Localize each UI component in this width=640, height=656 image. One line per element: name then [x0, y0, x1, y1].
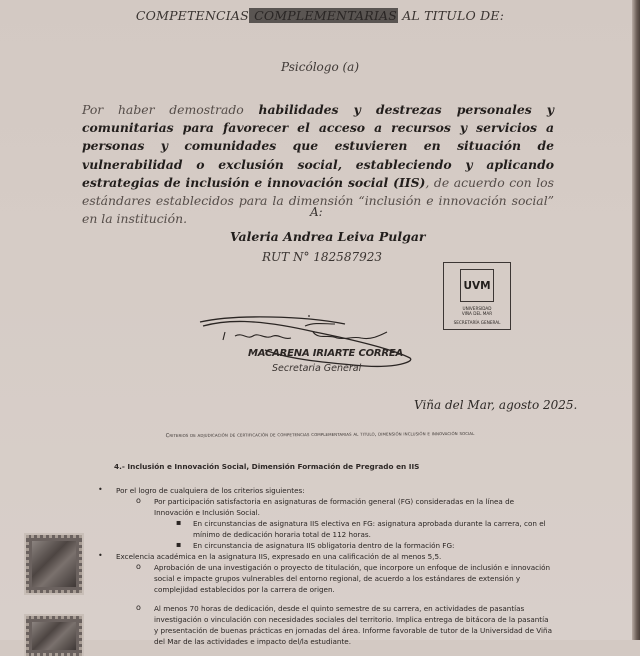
heading-highlighted-text: COMPLEMENTARIAS: [249, 8, 398, 23]
uvm-seal: [443, 262, 511, 330]
signature-icon: [195, 310, 420, 370]
postage-stamp-icon: [26, 616, 82, 656]
certificate-heading: [0, 8, 640, 23]
bullet-marker: •: [98, 485, 103, 494]
seal-line-office: SECRETARÍA GENERAL: [453, 320, 501, 325]
statement-outro: , de acuerdo con los estándares establecidos para la dimensión “inclusión e innovación social” en la institución.: [82, 174, 554, 227]
seal-line-city: VIÑA DEL MAR: [461, 311, 493, 316]
criteria-subitem: Aprobación de una investigación o proyecto de titulación, que incorpore un enfoque de inclusión e innovación social e impacte grupos vulnerables del entorno regional, de acuerdo a los estándares de extensión y complejidad establecidos por la carrera de origen.: [154, 563, 551, 594]
criteria-item: Excelencia académica en la asignatura IIS, expresado en una calificación de al menos 5,5.: [116, 552, 442, 561]
sub-bullet-marker: o: [136, 496, 141, 505]
criteria-title: Criterios de adjudicación de certificación de competencias complementarias al titulo, dimensión inclusión e innovación social: [165, 430, 475, 440]
sub-sub-bullet-marker: ▪: [176, 518, 182, 527]
uvm-logo: UVM: [460, 269, 494, 302]
postage-stamp-icon: [26, 535, 82, 593]
criteria-subsubitem: En circunstancia de asignatura IIS obligatoria dentro de la formación FG:: [193, 541, 455, 550]
statement-intro: Por haber demostrado: [82, 102, 259, 117]
heading-text-end: AL TITULO DE:: [398, 8, 505, 23]
criteria-subitem: Al menos 70 horas de dedicación, desde el quinto semestre de su carrera, en actividades de pasantías investigación o vinculación con necesidades sociales del territorio. Implica entrega de bitácora de la pasantía y presentación de buenas prácticas en jornadas del área. Informe favorable de tutor de la Universidad de Viña del Mar de las actividades e impacto del/la estudiante.: [154, 604, 553, 646]
bullet-marker: •: [98, 551, 103, 560]
criteria-subitem: Por participación satisfactoria en asignaturas de formación general (FG) consideradas en la línea de Innovación e Inclusión Social.: [154, 497, 515, 517]
heading-text: COMPETENCIAS: [135, 8, 249, 23]
statement-bold: habilidades y destrezas personales y comunitarias para favorecer el acceso a recursos y servicios a personas y comunidades que estuvieren en situación de vulnerabilidad o exclusión social, estableciendo y aplicando estrategias de inclusión e innovación social (IIS): [82, 102, 554, 190]
degree-title: Psicólogo (a): [281, 60, 359, 74]
sub-bullet-marker: o: [136, 603, 141, 612]
recipient-name: Valeria Andrea Leiva Pulgar: [230, 229, 426, 244]
section-title: 4.- Inclusión e Innovación Social, Dimensión Formación de Pregrado en IIS: [114, 462, 420, 471]
criteria-subsubitem: En circunstancias de asignatura IIS electiva en FG: asignatura aprobada durante la carrera, con el mínimo de dedicación horaria total de 112 horas.: [193, 519, 546, 539]
place-date: Viña del Mar, agosto 2025.: [414, 398, 578, 412]
page-edge-shadow: [632, 0, 640, 640]
to-label: A:: [310, 205, 323, 219]
recipient-rut: RUT N° 182587923: [262, 250, 382, 264]
signer-name: MACARENA IRIARTE CORREA: [248, 348, 404, 359]
seal-line-university: UNIVERSIDAD: [462, 306, 492, 311]
criteria-item: Por el logro de cualquiera de los criterios siguientes:: [116, 486, 305, 495]
sub-sub-bullet-marker: ▪: [176, 540, 182, 549]
signer-role: Secretaria General: [272, 363, 362, 374]
sub-bullet-marker: o: [136, 562, 141, 571]
